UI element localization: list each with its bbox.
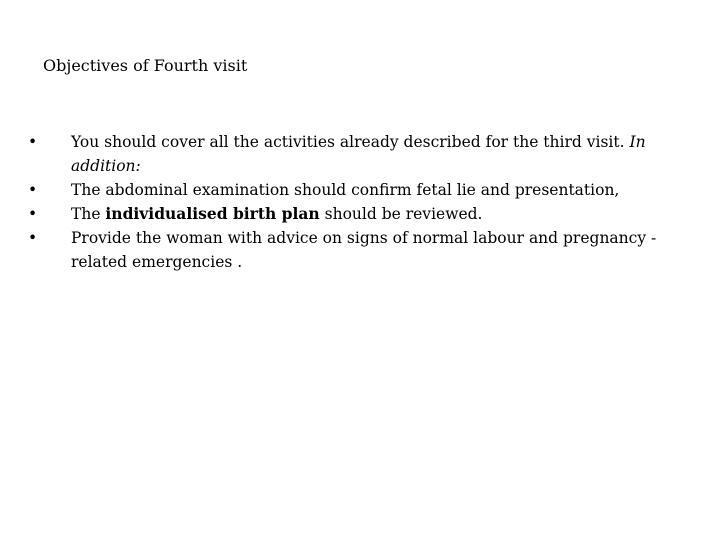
bullet-item-2 bbox=[28, 178, 708, 202]
bullet-marker: • bbox=[28, 229, 38, 247]
bullet-text-prefix: The bbox=[71, 205, 106, 223]
bullet-list bbox=[28, 130, 708, 274]
bullet-item-1 bbox=[28, 130, 708, 178]
bullet-text-emphasis: In addition: bbox=[71, 133, 646, 175]
bullet-text bbox=[71, 202, 708, 226]
bullet-item-4 bbox=[28, 226, 708, 274]
bullet-text-bold: individualised birth plan bbox=[105, 204, 320, 223]
bullet-text bbox=[71, 130, 708, 178]
bullet-text: Provide the woman with advice on signs of normal labour and pregnancy -related emergencies . bbox=[71, 229, 657, 271]
bullet-text-suffix: should be reviewed. bbox=[319, 205, 483, 223]
slide-title: Objectives of Fourth visit bbox=[43, 56, 248, 75]
bullet-item-3 bbox=[28, 202, 708, 226]
bullet-marker: • bbox=[28, 181, 38, 199]
bullet-text-main: You should cover all the activities already described for the third visit. bbox=[71, 133, 630, 151]
bullet-marker: • bbox=[28, 133, 38, 151]
bullet-text: The abdominal examination should confirm fetal lie and presentation, bbox=[71, 181, 620, 199]
bullet-marker: • bbox=[28, 205, 38, 223]
